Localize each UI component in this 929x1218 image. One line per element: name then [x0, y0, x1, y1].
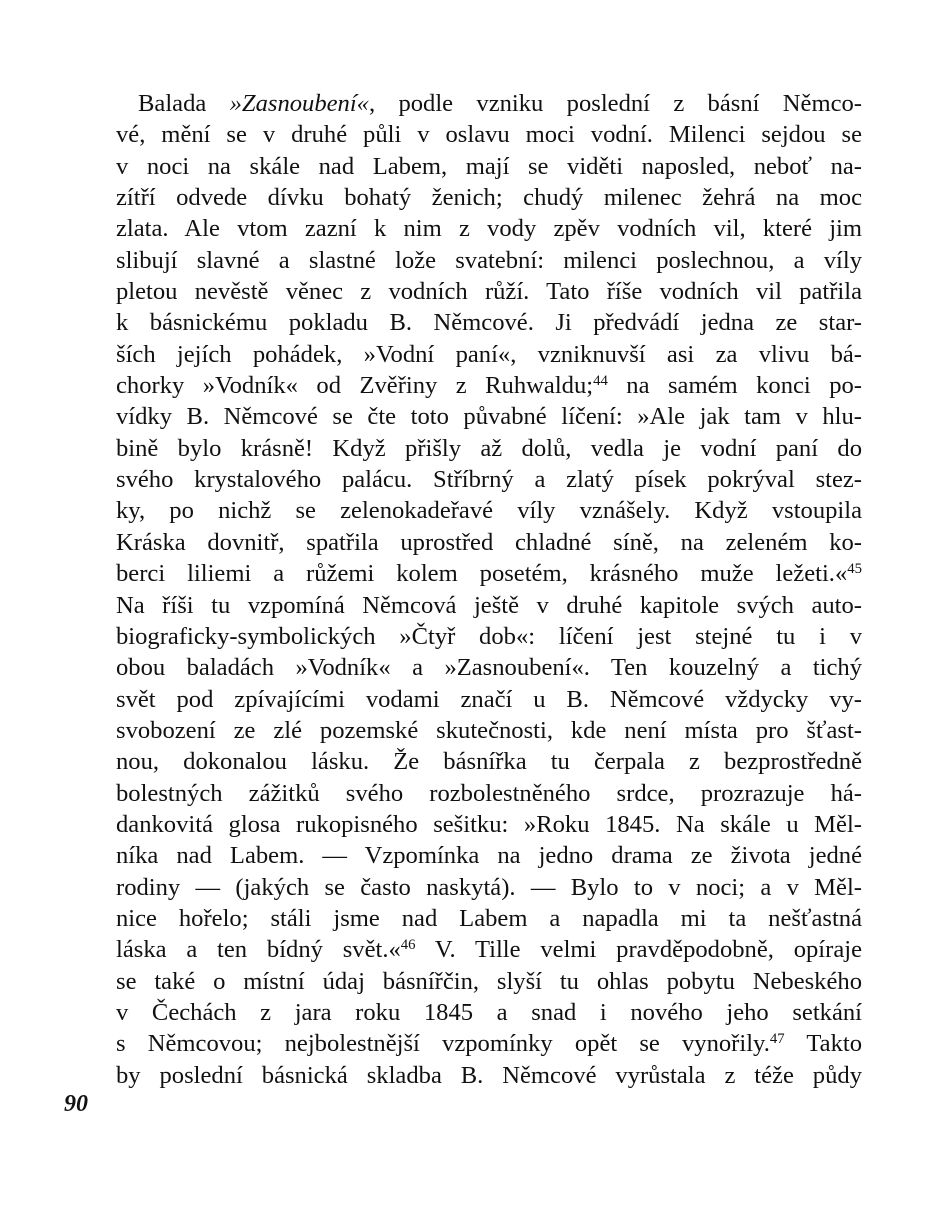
text-segment: chorky »Vodník« od Zvěřiny z Ruhwaldu;	[116, 372, 594, 400]
text-line	[116, 151, 862, 182]
text-segment: , podle vzniku poslední z básní Němco-	[368, 90, 862, 117]
text-segment: berci liliemi a růžemi kolem posetém, krásného muže ležeti.«	[116, 560, 848, 588]
text-line	[116, 590, 862, 621]
text-line	[116, 370, 862, 401]
text-line	[116, 464, 862, 495]
text-segment: na samém konci po-	[607, 372, 862, 400]
text-segment: by poslední básnická skladba B. Němcové vyrůstala z téže půdy	[116, 1061, 862, 1089]
text-line	[116, 88, 862, 119]
text-segment: svého krystalového palácu. Stříbrný a zlatý písek pokrýval stez-	[116, 466, 862, 494]
text-line	[116, 1060, 862, 1091]
text-line	[116, 778, 862, 809]
text-segment: ších jejích pohádek, »Vodní paní«, vzniknuvší asi za vlivu bá-	[116, 340, 862, 368]
text-line	[116, 245, 862, 276]
text-line	[116, 840, 862, 871]
text-line	[116, 621, 862, 652]
text-segment: bině bylo krásně! Když přišly až dolů, vedla je vodní paní do	[116, 434, 862, 462]
page-number: 90	[64, 1091, 88, 1117]
text-segment: se také o místní údaj básnířčin, slyší tu ohlas pobytu Nebeského	[116, 967, 862, 995]
text-line	[116, 684, 862, 715]
text-segment: pletou nevěstě věnec z vodních růží. Tato říše vodních vil patřila	[116, 278, 862, 306]
text-segment: V. Tille velmi pravděpodobně, opíraje	[415, 936, 862, 964]
text-line	[116, 652, 862, 683]
text-segment: v Čechách z jara roku 1845 a snad i nového jeho setkání	[116, 998, 862, 1026]
text-line	[116, 558, 862, 589]
text-segment: slibují slavné a slastné lože svatební: milenci poslechnou, a víly	[116, 246, 862, 274]
text-line	[116, 872, 862, 903]
text-segment: zlata. Ale vtom zazní k nim z vody zpěv vodních vil, které jim	[116, 215, 862, 243]
text-segment: Balada	[138, 90, 230, 117]
text-segment: níka nad Labem. — Vzpomínka na jedno drama ze života jedné	[116, 842, 862, 870]
body-text	[116, 88, 862, 1091]
text-line	[116, 182, 862, 213]
text-segment: láska a ten bídný svět.«	[116, 936, 401, 964]
text-line	[116, 809, 862, 840]
text-segment: obou baladách »Vodník« a »Zasnoubení«. Ten kouzelný a tichý	[116, 654, 862, 682]
text-segment: s Němcovou; nejbolestnější vzpomínky opět se vynořily.	[116, 1030, 770, 1058]
text-segment: biograficky-symbolických »Čtyř dob«: líčení jest stejné tu i v	[116, 622, 862, 650]
text-line	[116, 339, 862, 370]
text-line	[116, 495, 862, 526]
text-line	[116, 715, 862, 746]
text-segment: Na říši tu vzpomíná Němcová ještě v druhé kapitole svých auto-	[116, 591, 862, 619]
footnote-ref: 47	[769, 1031, 785, 1048]
text-line	[116, 997, 862, 1028]
text-line	[116, 213, 862, 244]
text-segment: v noci na skále nad Labem, mají se viděti naposled, neboť na-	[116, 152, 862, 180]
text-line	[116, 966, 862, 997]
footnote-ref: 45	[847, 561, 862, 578]
footnote-ref: 44	[593, 372, 608, 389]
text-line	[116, 119, 862, 150]
text-line	[116, 307, 862, 338]
text-line	[116, 903, 862, 934]
text-segment: Takto	[784, 1030, 862, 1058]
text-line	[116, 527, 862, 558]
text-line	[116, 1028, 862, 1059]
text-segment: vé, mění se v druhé půli v oslavu moci vodní. Milenci sejdou se	[116, 121, 862, 149]
text-line	[116, 746, 862, 777]
text-segment: dankovitá glosa rukopisného sešitku: »Roku 1845. Na skále u Měl-	[116, 810, 862, 838]
text-segment: Kráska dovnitř, spatřila uprostřed chladné síně, na zeleném ko-	[116, 528, 862, 556]
text-line	[116, 934, 862, 965]
text-segment: svět pod zpívajícími vodami značí u B. Němcové vždycky vy-	[116, 685, 862, 713]
text-line	[116, 433, 862, 464]
text-segment: rodiny — (jakých se často naskytá). — Bylo to v noci; a v Měl-	[116, 873, 862, 901]
text-line	[116, 276, 862, 307]
italic-title: »Zasnoubení«	[229, 90, 369, 117]
footnote-ref: 46	[400, 937, 416, 954]
text-segment: zítří odvede dívku bohatý ženich; chudý milenec žehrá na moc	[116, 184, 862, 212]
text-segment: vídky B. Němcové se čte toto půvabné líčení: »Ale jak tam v hlu-	[116, 403, 862, 431]
text-segment: nou, dokonalou lásku. Že básnířka tu čerpala z bezprostředně	[116, 748, 862, 776]
text-line	[116, 401, 862, 432]
text-segment: ky, po nichž se zelenokadeřavé víly vznášely. Když vstoupila	[116, 497, 862, 525]
text-segment: nice hořelo; stáli jsme nad Labem a napadla mi ta nešťastná	[116, 904, 862, 932]
text-segment: k básnickému pokladu B. Němcové. Ji předvádí jedna ze star-	[116, 309, 862, 337]
text-segment: bolestných zážitků svého rozbolestněného srdce, prozrazuje há-	[116, 779, 862, 807]
text-segment: svobození ze zlé pozemské skutečnosti, kde není místa pro šťast-	[116, 716, 862, 744]
